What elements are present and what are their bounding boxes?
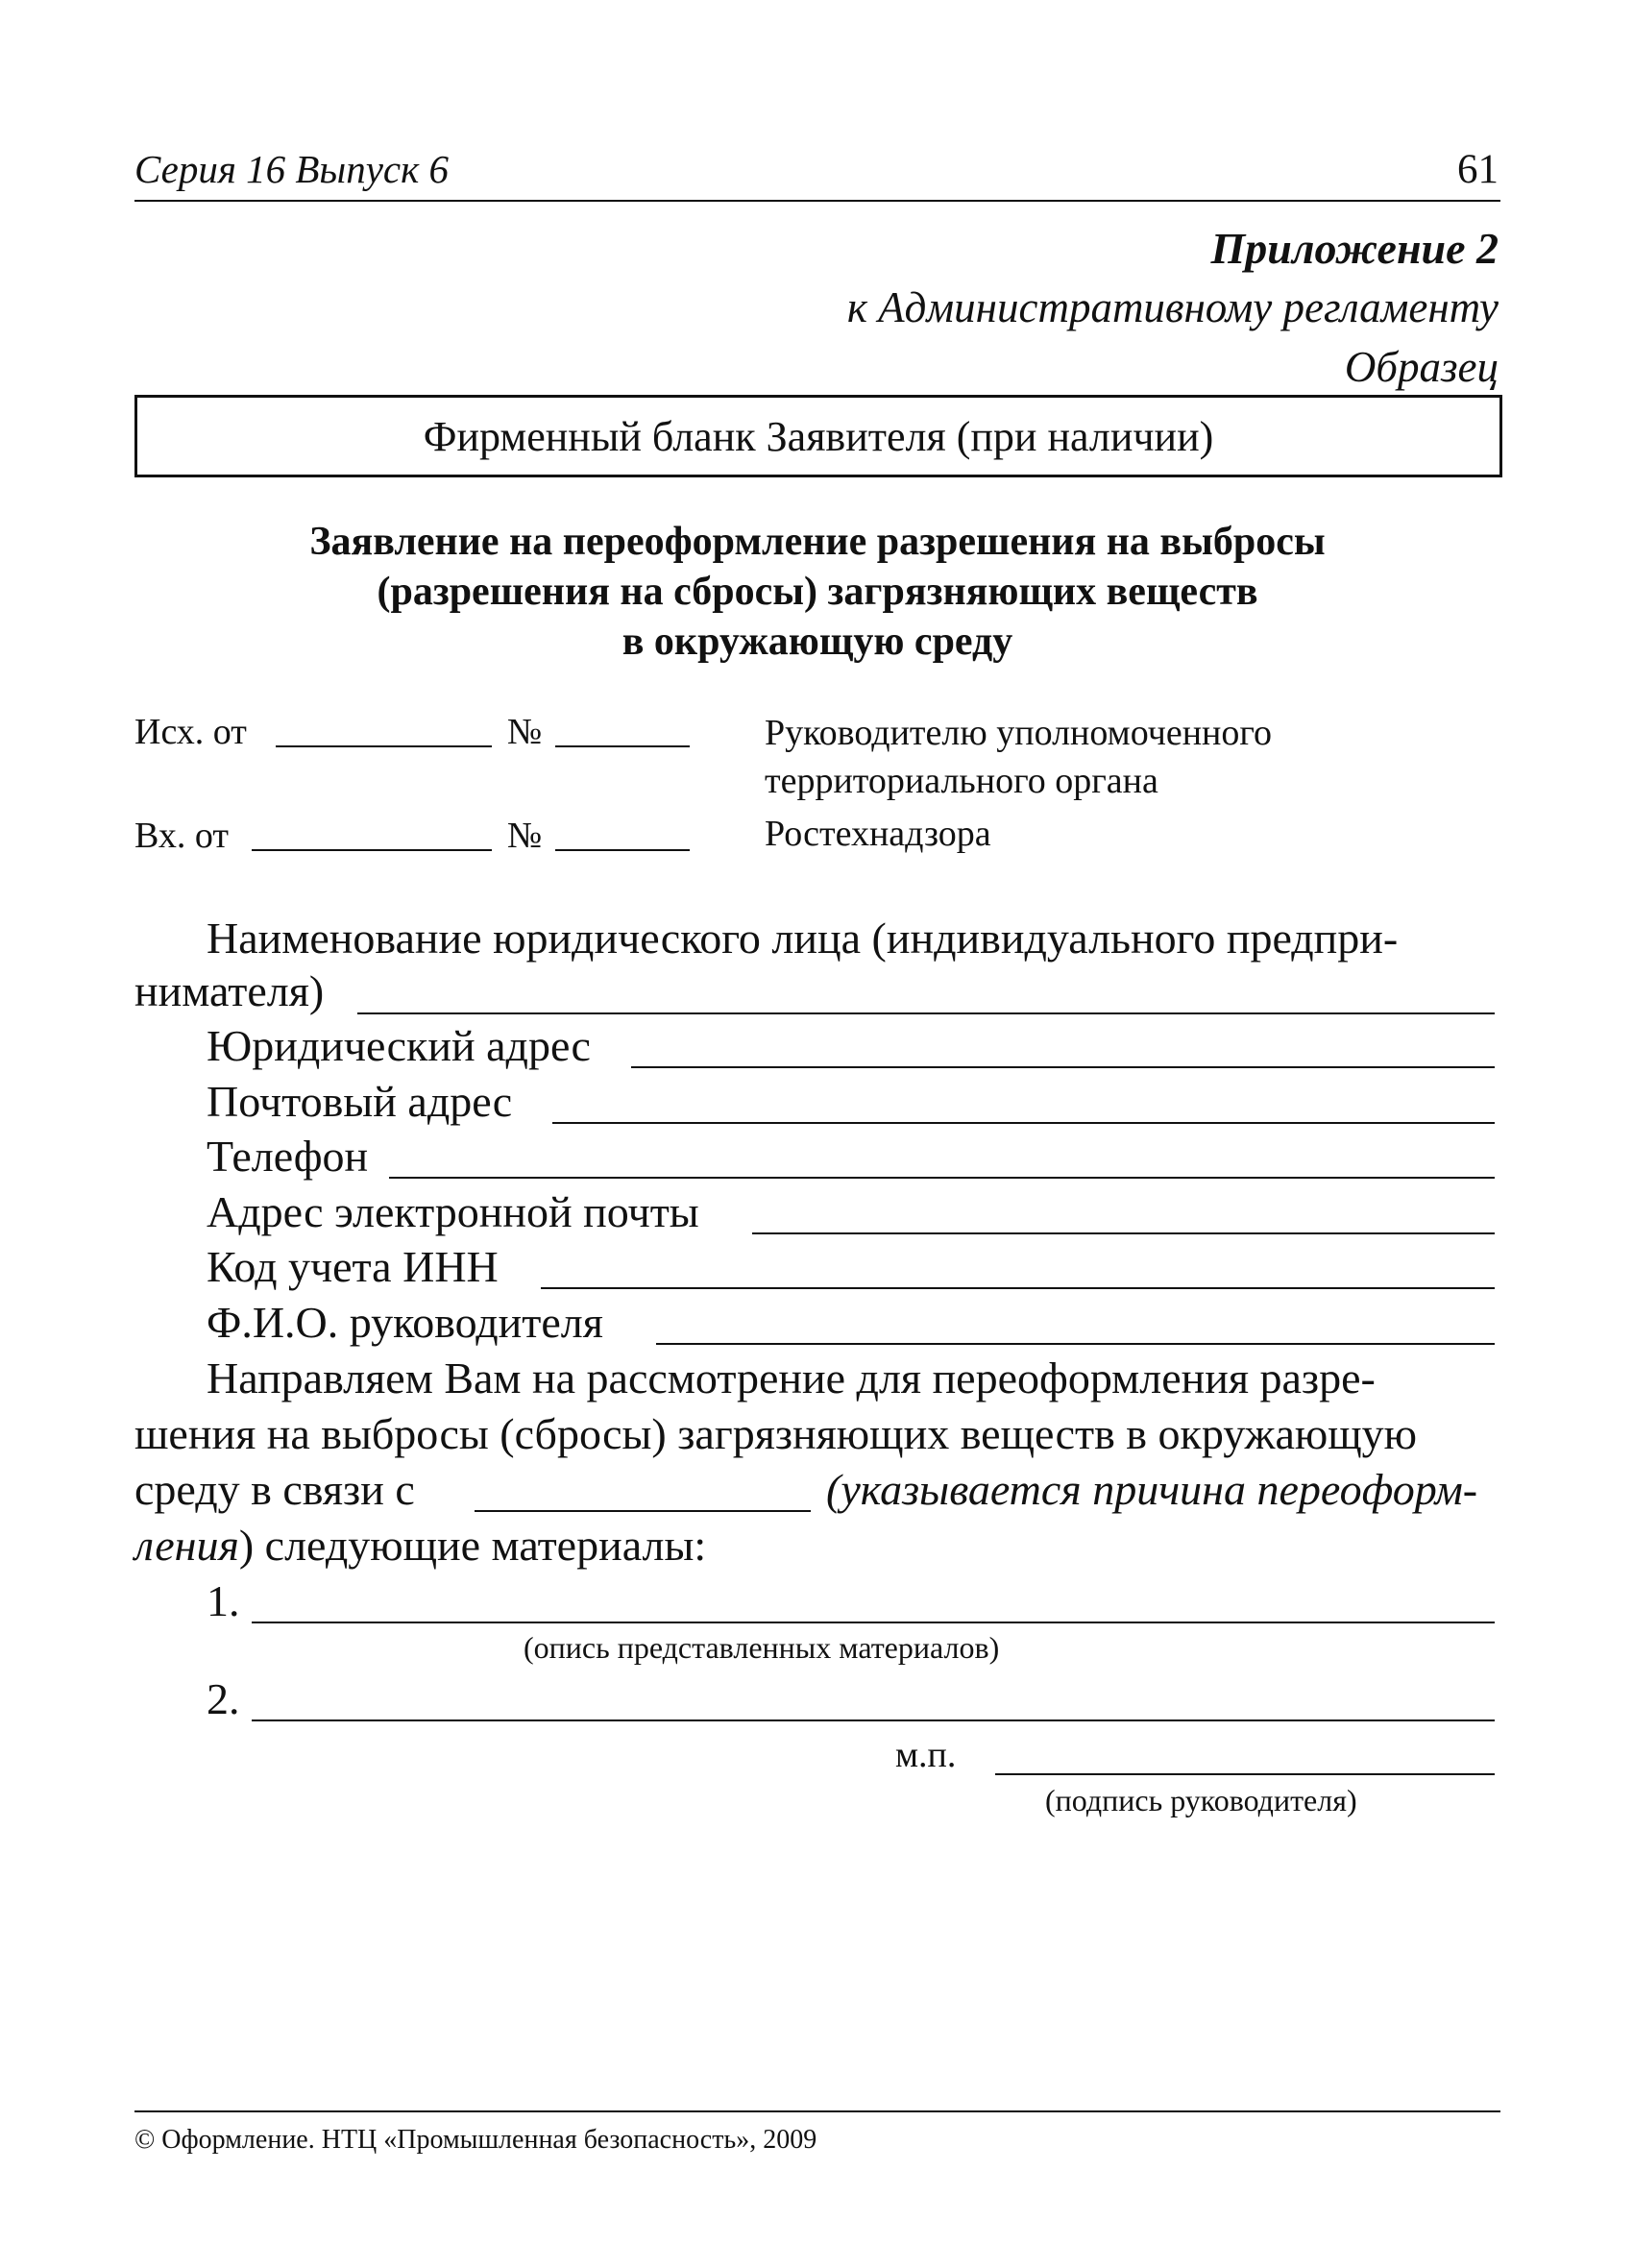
incoming-label: Вх. от [134, 816, 229, 856]
document-title [134, 517, 1500, 667]
email-field[interactable] [752, 1232, 1495, 1234]
addressee-line-3: Ростехнадзора [765, 814, 991, 854]
outgoing-date-field[interactable] [276, 745, 492, 747]
inn-label: Код учета ИНН [207, 1242, 499, 1291]
director-field[interactable] [656, 1343, 1495, 1345]
title-line-2: (разрешения на сбросы) загрязняющих веществ [377, 570, 1258, 614]
postal-address-field[interactable] [552, 1122, 1495, 1124]
paragraph-line-2: шения на выбросы (сбросы) загрязняющих веществ в окружающую [134, 1409, 1418, 1458]
material-item-2-number: 2. [207, 1674, 240, 1723]
org-name-label-2: нимателя) [134, 966, 325, 1015]
footer-copyright: © Оформление. НТЦ «Промышленная безопасность», 2009 [134, 2125, 817, 2155]
addressee-line-2: территориального органа [765, 761, 1158, 801]
addressee-line-1: Руководителю уполномоченного [765, 713, 1273, 753]
paragraph-line-1: Направляем Вам на рассмотрение для переоформления разре- [207, 1353, 1376, 1402]
appendix-title: Приложение 2 [1210, 224, 1499, 273]
reason-field[interactable] [475, 1510, 811, 1512]
paragraph-line-4 [134, 1520, 706, 1571]
outgoing-label: Исх. от [134, 712, 247, 752]
incoming-number-sign: № [507, 816, 543, 856]
material-item-2-field[interactable] [252, 1719, 1495, 1721]
series-label: Серия 16 Выпуск 6 [134, 147, 450, 191]
outgoing-number-sign: № [507, 712, 543, 752]
reason-hint: (указывается причина переоформ- [826, 1465, 1478, 1514]
paragraph-line-3-start: среду в связи с [134, 1465, 415, 1514]
phone-field[interactable] [389, 1177, 1495, 1179]
title-line-3: в окружающую среду [622, 620, 1013, 664]
outgoing-number-field[interactable] [555, 745, 690, 747]
letterhead-text: Фирменный бланк Заявителя (при наличии) [423, 412, 1214, 460]
appendix-subtitle: к Административному регламенту [846, 283, 1499, 331]
signature-field[interactable] [995, 1773, 1495, 1775]
postal-address-label: Почтовый адрес [207, 1077, 513, 1126]
material-caption: (опись представленных материалов) [524, 1630, 1000, 1665]
org-name-field[interactable] [357, 1012, 1495, 1014]
org-name-label-1: Наименование юридического лица (индивидуального предпри- [207, 914, 1399, 963]
letterhead-box [134, 395, 1502, 477]
legal-address-field[interactable] [631, 1066, 1495, 1068]
appendix-sample-label: Образец [1344, 343, 1499, 391]
incoming-number-field[interactable] [555, 849, 690, 851]
signature-caption: (подпись руководителя) [1045, 1783, 1357, 1817]
email-label: Адрес электронной почты [207, 1187, 699, 1236]
title-line-1: Заявление на переоформление разрешения на выбросы [309, 520, 1326, 564]
material-item-1-field[interactable] [252, 1622, 1495, 1623]
legal-address-label: Юридический адрес [207, 1021, 591, 1070]
stamp-label: м.п. [895, 1735, 957, 1775]
reason-hint-end: ления [134, 1521, 239, 1570]
addressee [765, 709, 1272, 858]
paragraph-line-4-rest: ) следующие материалы: [238, 1521, 707, 1570]
footer-rule [134, 2110, 1500, 2112]
incoming-date-field[interactable] [252, 849, 492, 851]
page-number: 61 [1457, 147, 1499, 192]
header-rule [134, 200, 1500, 202]
material-item-1-number: 1. [207, 1576, 240, 1625]
director-label: Ф.И.О. руководителя [207, 1298, 603, 1347]
inn-field[interactable] [541, 1287, 1495, 1289]
phone-label: Телефон [207, 1132, 369, 1181]
